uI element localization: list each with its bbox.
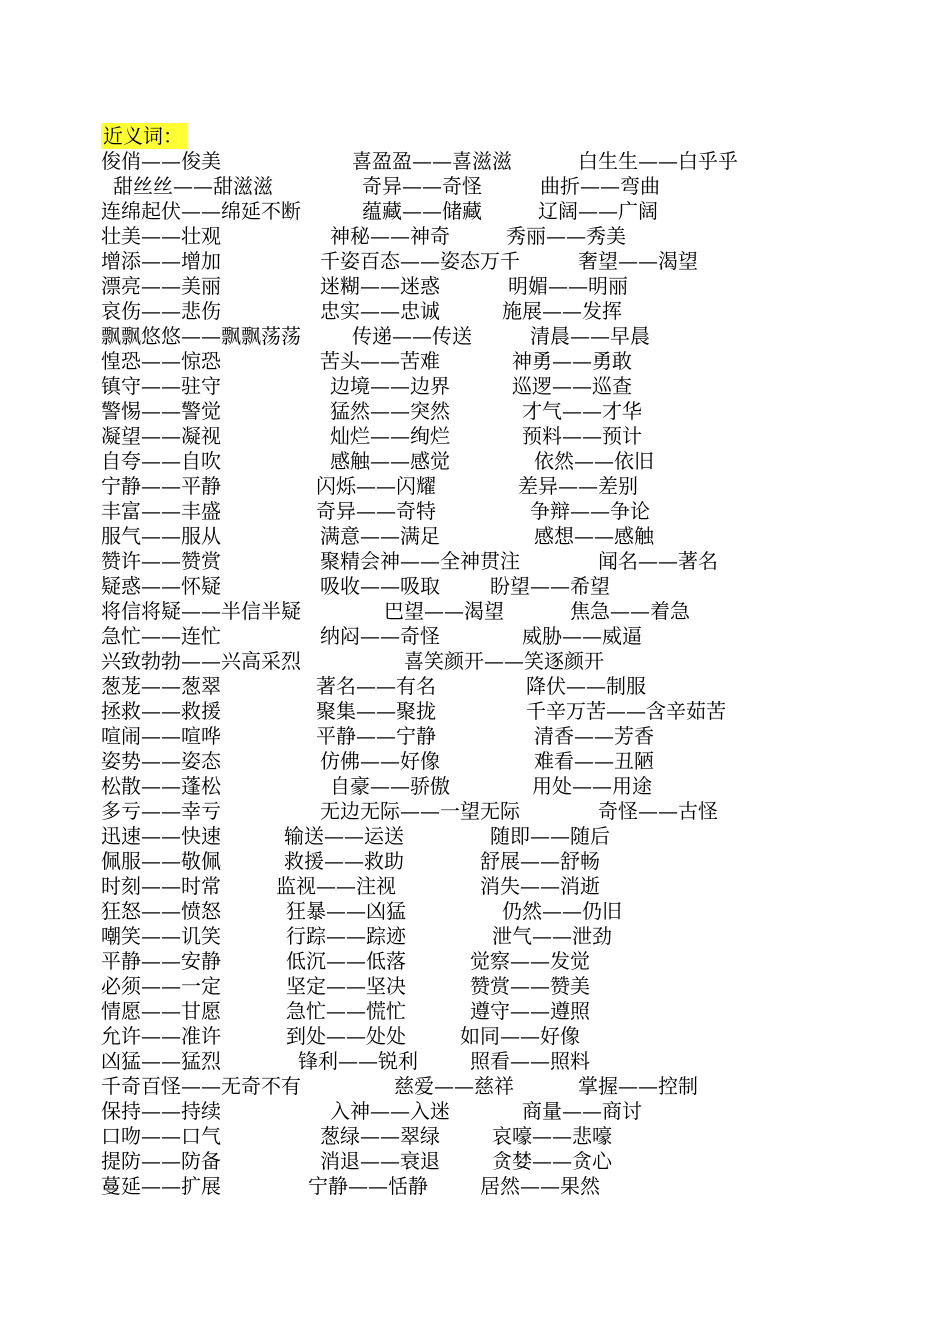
synonym-pair: 焦急——着急 [570,599,690,623]
synonym-row [0,599,950,624]
synonym-pair: 难看——丑陋 [534,749,654,773]
synonym-pair: 迷糊——迷惑 [320,274,440,298]
synonym-pair: 葱绿——翠绿 [320,1124,440,1148]
synonym-pair: 差异——差别 [518,474,638,498]
synonym-row [0,224,950,249]
synonym-pair: 奢望——渴望 [578,249,698,273]
synonym-pair: 平静——宁静 [316,724,436,748]
synonym-pair: 满意——满足 [320,524,440,548]
synonym-pair: 喜盈盈——喜滋滋 [352,149,512,173]
synonym-row [0,949,950,974]
synonym-pair: 预料——预计 [522,424,642,448]
synonym-row [0,699,950,724]
synonym-pair: 疑惑——怀疑 [101,574,221,598]
synonym-pair: 自豪——骄傲 [330,774,450,798]
synonym-row [0,824,950,849]
synonym-pair: 纳闷——奇怪 [320,624,440,648]
synonym-pair: 巡逻——巡查 [512,374,632,398]
synonym-pair: 才气——才华 [522,399,642,423]
synonym-pair: 千辛万苦——含辛茹苦 [526,699,726,723]
synonym-pair: 增添——增加 [101,249,221,273]
synonym-pair: 低沉——低落 [286,949,406,973]
synonym-pair: 巴望——渴望 [384,599,504,623]
synonym-pair: 保持——持续 [101,1099,221,1123]
synonym-pair: 照看——照料 [470,1049,590,1073]
synonym-pair: 兴致勃勃——兴高采烈 [101,649,301,673]
synonym-row [0,1174,950,1199]
synonym-pair: 入神——入迷 [330,1099,450,1123]
synonym-row [0,874,950,899]
synonym-pair: 忠实——忠诚 [320,299,440,323]
synonym-pair: 急忙——连忙 [101,624,221,648]
synonym-pair: 盼望——希望 [490,574,610,598]
synonym-pair: 无边无际——一望无际 [320,799,520,823]
synonym-pair: 著名——有名 [316,674,436,698]
synonym-pair: 飘飘悠悠——飘飘荡荡 [101,324,301,348]
synonym-row [0,649,950,674]
synonym-row [0,674,950,699]
synonym-pair: 慈爱——慈祥 [394,1074,514,1098]
synonym-row [0,899,950,924]
synonym-pair: 泄气——泄劲 [492,924,612,948]
synonym-pair: 秀丽——秀美 [506,224,626,248]
synonym-pair: 镇守——驻守 [101,374,221,398]
synonym-pair: 姿势——姿态 [101,749,221,773]
synonym-pair: 神勇——勇敢 [512,349,632,373]
synonym-pair: 奇怪——古怪 [598,799,718,823]
synonym-pair: 允许——准许 [101,1024,221,1048]
synonym-pair: 救援——救助 [284,849,404,873]
synonym-row [0,849,950,874]
synonym-pair: 嘲笑——讥笑 [101,924,221,948]
synonym-row [0,174,950,199]
synonym-row [0,1074,950,1099]
synonym-row [0,424,950,449]
synonym-row [0,1049,950,1074]
synonym-pair: 商量——商讨 [522,1099,642,1123]
synonym-row [0,574,950,599]
synonym-row [0,1024,950,1049]
synonym-pair: 感想——感触 [534,524,654,548]
synonym-pair: 凶猛——猛烈 [101,1049,221,1073]
synonym-pair: 监视——注视 [276,874,396,898]
synonym-pair: 宁静——恬静 [308,1174,428,1198]
synonym-pair: 千奇百怪——无奇不有 [101,1074,301,1098]
synonym-pair: 用处——用途 [532,774,652,798]
synonym-row [0,999,950,1024]
synonym-row [0,749,950,774]
synonym-pair: 急忙——慌忙 [286,999,406,1023]
synonym-row [0,1149,950,1174]
synonym-row [0,474,950,499]
synonym-pair: 凝望——凝视 [101,424,221,448]
synonym-pair: 佩服——敬佩 [101,849,221,873]
synonym-pair: 喜笑颜开——笑逐颜开 [404,649,604,673]
synonym-pair: 迅速——快速 [101,824,221,848]
synonym-row [0,624,950,649]
synonym-pair: 漂亮——美丽 [101,274,221,298]
synonym-row [0,1124,950,1149]
synonym-pair: 千姿百态——姿态万千 [320,249,520,273]
synonym-pair: 仿佛——好像 [320,749,440,773]
synonym-pair: 消退——衰退 [320,1149,440,1173]
synonym-row [0,499,950,524]
synonym-row [0,299,950,324]
synonym-pair: 贪婪——贪心 [492,1149,612,1173]
synonym-pair: 施展——发挥 [502,299,622,323]
synonym-pair: 舒展——舒畅 [480,849,600,873]
synonym-pair: 威胁——威逼 [522,624,642,648]
synonym-pair: 边境——边界 [330,374,450,398]
synonym-row [0,199,950,224]
synonym-pair: 蕴藏——储藏 [362,199,482,223]
synonym-pair: 奇异——奇怪 [362,174,482,198]
synonym-pair: 情愿——甘愿 [101,999,221,1023]
synonym-pair: 如同——好像 [460,1024,580,1048]
synonym-pair: 自夸——自吹 [101,449,221,473]
synonym-pair: 感触——感觉 [330,449,450,473]
synonym-pair: 警惕——警觉 [101,399,221,423]
synonym-row [0,274,950,299]
synonym-pair: 奇异——奇特 [316,499,436,523]
synonym-pair: 传递——传送 [352,324,472,348]
synonym-row [0,549,950,574]
synonym-pair: 聚精会神——全神贯注 [320,549,520,573]
synonym-pair: 甜丝丝——甜滋滋 [113,174,273,198]
synonym-row [0,349,950,374]
synonym-pair: 苦头——苦难 [320,349,440,373]
synonym-pair: 降伏——制服 [526,674,646,698]
synonym-pair: 提防——防备 [101,1149,221,1173]
synonym-pair: 坚定——坚决 [286,974,406,998]
synonym-row [0,774,950,799]
synonym-pair: 平静——安静 [101,949,221,973]
synonym-row [0,1099,950,1124]
synonym-row [0,324,950,349]
synonym-pair: 葱茏——葱翠 [101,674,221,698]
synonym-row [0,449,950,474]
synonym-pair: 服气——服从 [101,524,221,548]
synonym-pair: 曲折——弯曲 [540,174,660,198]
synonym-pair: 必须——一定 [101,974,221,998]
synonym-row [0,399,950,424]
heading-synonyms: 近义词： [101,123,187,149]
synonym-pair: 狂暴——凶猛 [286,899,406,923]
synonym-pair: 俊俏——俊美 [101,149,221,173]
synonym-pair: 消失——消逝 [480,874,600,898]
synonym-row [0,974,950,999]
synonym-pair: 喧闹——喧哗 [101,724,221,748]
synonym-row [0,249,950,274]
synonym-pair: 神秘——神奇 [330,224,450,248]
synonym-pair: 锋利——锐利 [298,1049,418,1073]
synonym-pair: 蔓延——扩展 [101,1174,221,1198]
synonym-pair: 宁静——平静 [101,474,221,498]
synonym-pair: 口吻——口气 [101,1124,221,1148]
synonym-pair: 松散——蓬松 [101,774,221,798]
synonym-pair: 依然——依旧 [534,449,654,473]
synonym-pair: 哀嚎——悲嚎 [492,1124,612,1148]
synonym-pair: 闻名——著名 [598,549,718,573]
synonym-pair: 遵守——遵照 [470,999,590,1023]
synonym-pair: 赞赏——赞美 [470,974,590,998]
synonym-row [0,724,950,749]
synonym-row [0,524,950,549]
synonym-pair: 随即——随后 [490,824,610,848]
synonym-pair: 行踪——踪迹 [286,924,406,948]
synonym-pair: 吸收——吸取 [320,574,440,598]
synonym-row [0,374,950,399]
synonym-pair: 赞许——赞赏 [101,549,221,573]
synonym-pair: 掌握——控制 [578,1074,698,1098]
synonym-pair: 灿烂——绚烂 [330,424,450,448]
synonym-row [0,799,950,824]
synonym-pair: 辽阔——广阔 [538,199,658,223]
synonym-row [0,149,950,174]
synonym-pair: 觉察——发觉 [470,949,590,973]
synonym-row [0,924,950,949]
synonym-pair: 到处——处处 [286,1024,406,1048]
synonym-pair: 连绵起伏——绵延不断 [101,199,301,223]
synonym-pair: 输送——运送 [284,824,404,848]
synonym-pair: 白生生——白乎乎 [578,149,738,173]
synonym-pair: 哀伤——悲伤 [101,299,221,323]
synonym-pair: 争辩——争论 [530,499,650,523]
synonym-pair: 清香——芳香 [534,724,654,748]
synonym-pair: 将信将疑——半信半疑 [101,599,301,623]
synonym-pair: 时刻——时常 [101,874,221,898]
synonym-pair: 闪烁——闪耀 [316,474,436,498]
synonym-pair: 明媚——明丽 [508,274,628,298]
synonym-pair: 居然——果然 [480,1174,600,1198]
synonym-pair: 惶恐——惊恐 [101,349,221,373]
synonym-pair: 猛然——突然 [330,399,450,423]
synonym-pair: 壮美——壮观 [101,224,221,248]
synonym-pair: 多亏——幸亏 [101,799,221,823]
synonym-pair: 聚集——聚拢 [316,699,436,723]
synonym-pair: 丰富——丰盛 [101,499,221,523]
synonym-pair: 狂怒——愤怒 [101,899,221,923]
synonym-pair: 拯救——救援 [101,699,221,723]
synonym-pair: 清晨——早晨 [530,324,650,348]
synonym-pair: 仍然——仍旧 [502,899,622,923]
